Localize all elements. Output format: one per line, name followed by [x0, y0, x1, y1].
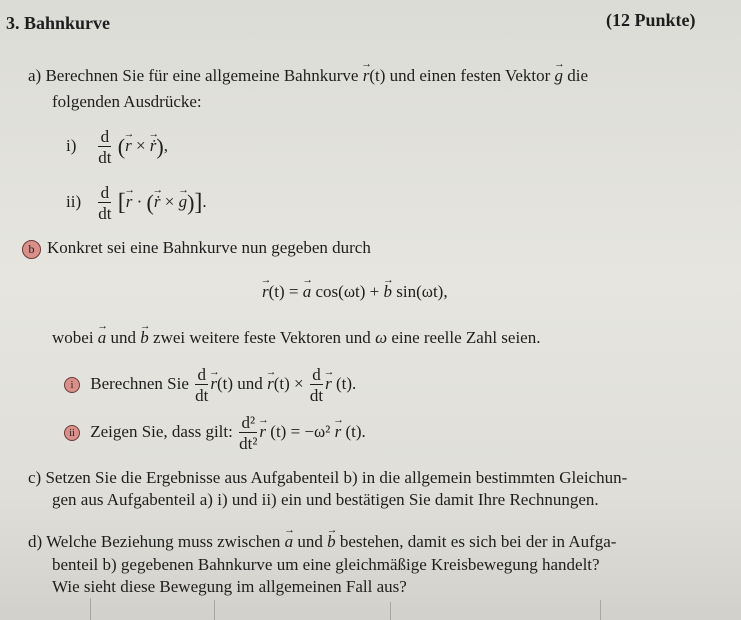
derivative-fraction: $\frac{d}{dt}$ [98, 183, 112, 223]
part-b-line1: b Konkret sei eine Bahnkurve nun gegeben durch [22, 238, 371, 259]
exercise-name: Bahnkurve [24, 13, 111, 33]
derivative-fraction: $\frac{d}{dt}$ [98, 127, 112, 167]
part-c-line1: c) Setzen Sie die Ergebnisse aus Aufgabenteil b) in die allgemein bestimmten Gleichun- [28, 468, 628, 487]
part-c-label: c) [28, 468, 42, 487]
part-b-equation: → r(t) = → a cos(ωt) + → b sin(ωt), [262, 282, 448, 302]
part-d-line1: d) Welche Beziehung muss zwischen → a und → b bestehen, damit es sich bei der in Aufga- [28, 532, 616, 552]
pen-mark [90, 598, 91, 620]
exercise-title [6, 13, 110, 34]
pen-mark [214, 600, 215, 620]
part-c-line2: gen aus Aufgabenteil a) i) und ii) ein und bestätigen Sie damit Ihre Rechnungen. [52, 490, 599, 509]
part-b-i-label: i [64, 377, 80, 393]
part-d-line3: Wie sieht diese Bewegung im allgemeinen Fall aus? [52, 577, 407, 596]
pen-mark [600, 600, 601, 620]
part-b-ii-label: ii [64, 425, 80, 441]
part-d-line2: benteil b) gegebenen Bahnkurve um eine gleichmäßige Kreisbewegung handelt? [52, 555, 600, 574]
part-b-i: i Berechnen Sie $\frac{d}{dt}$ → r(t) und → r(t) × $\frac{d}{dt}$ → r (t). [64, 366, 356, 404]
part-a-line1: a) Berechnen Sie für eine allgemeine Bahnkurve → r(t) und einen festen Vektor → g die [28, 66, 588, 86]
part-b-ii: ii Zeigen Sie, dass gilt: $\frac{\text{d²}}{\text{dt²}}$ → r (t) = −ω² → r (t). [64, 414, 366, 452]
part-a-ii: ii) $\frac{d}{dt}$ [→ r · (→ ṙ × → g)]. [66, 184, 207, 222]
points-label: (12 Punkte) [606, 10, 696, 30]
part-a-i: i) $\frac{d}{dt}$ (→ r × → ṙ), [66, 128, 168, 166]
part-b-label: b [22, 240, 41, 259]
part-a-line2: folgenden Ausdrücke: [52, 92, 202, 111]
part-b-wobei: wobei → a und → b zwei weitere feste Vektoren und ω eine reelle Zahl seien. [52, 328, 540, 348]
exercise-number: 3. [6, 13, 20, 33]
part-a-label: a) [28, 66, 42, 85]
part-d-label: d) [28, 532, 43, 551]
pen-mark [390, 602, 391, 620]
